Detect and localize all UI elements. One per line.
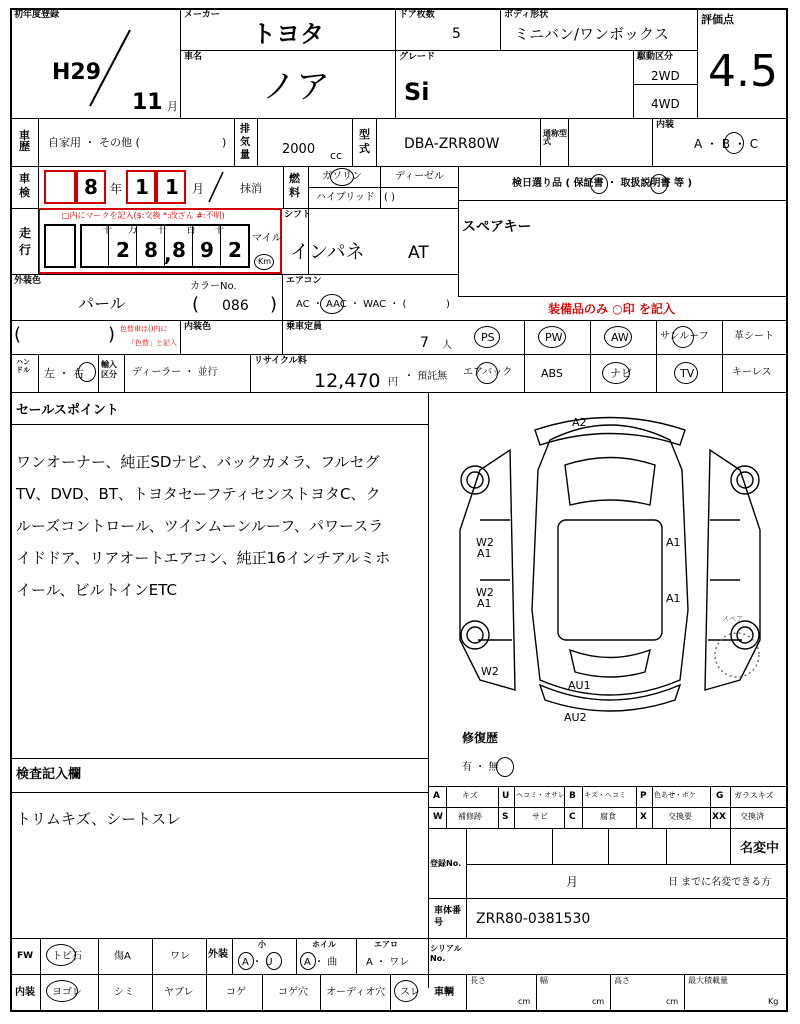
car-diagram xyxy=(440,410,780,730)
mark-au2: AU2 xyxy=(564,711,587,724)
equip-aw: AW xyxy=(611,331,629,344)
recycle-label: リサイクル料 xyxy=(254,356,307,366)
repaint-note-1: 色替車は()内に xyxy=(120,325,168,333)
serial-label: シリアルNo. xyxy=(430,944,462,964)
insp-month-2: 1 xyxy=(165,175,179,199)
recycle-value: 12,470 xyxy=(314,370,381,392)
color-value: パール xyxy=(78,294,126,313)
capacity-unit: 人 xyxy=(442,340,452,351)
insp-erased: 抹消 xyxy=(240,182,262,195)
repair-label: 修復歴 xyxy=(462,731,499,745)
car-name: ノア xyxy=(262,67,330,107)
mark-a1-1: A1 xyxy=(477,547,492,560)
docs-label: 検日選り品 ( 保証書 ・ 取扱説明書 等 ) xyxy=(512,178,693,189)
model-label: 型式 xyxy=(359,128,370,156)
insp-month-unit: 月 xyxy=(192,182,205,196)
inspection-label: 車検 xyxy=(19,172,30,199)
repair-none-circle xyxy=(496,757,514,777)
mark-au1: AU1 xyxy=(568,679,591,692)
mile-digit-5: 9 xyxy=(200,238,214,262)
int-stain: シミ xyxy=(114,987,134,998)
ac-end: ) xyxy=(446,299,450,310)
ac-label: エアコン xyxy=(286,276,322,286)
reg-month: 月 xyxy=(566,875,579,889)
mileage-label: 走行 xyxy=(19,226,32,257)
reg-year: H29 xyxy=(52,60,102,85)
interior-b-circle xyxy=(724,132,744,154)
interior-color-label: 内装色 xyxy=(184,322,212,332)
maker-label: メーカー xyxy=(184,10,220,20)
fuel-label: 燃料 xyxy=(289,172,300,199)
equip-tv: TV xyxy=(680,367,695,380)
first-reg-label: 初年度登録 xyxy=(14,10,60,20)
inspector-text: トリムキズ、シートスレ xyxy=(16,810,182,828)
model-code: DBA-ZRR80W xyxy=(404,136,500,152)
repaint-note-2: 「色替」と記入 xyxy=(128,339,177,347)
deposit: ・ 預託無 xyxy=(404,371,448,382)
fuel-diesel: ディーゼル xyxy=(395,171,444,182)
int-label: 内装 xyxy=(15,987,35,998)
handle-value: 左 ・ 右 xyxy=(44,367,84,380)
repair-value: 有 ・ 無 xyxy=(462,762,499,773)
length-label: 長さ xyxy=(470,976,486,985)
registration-label: 登録No. xyxy=(430,859,462,868)
handle-label: ハンドル xyxy=(16,358,30,375)
interior-label: 内装 xyxy=(656,120,675,130)
insp-year-unit: 年 xyxy=(110,182,123,196)
name-change: 名変中 xyxy=(740,841,780,856)
mile-comma: , xyxy=(164,242,172,266)
fw-scratch: 傷A xyxy=(114,951,131,962)
mark-w2-2: W2 xyxy=(476,586,494,599)
gasoline-circle xyxy=(330,168,354,186)
divider xyxy=(180,8,181,118)
mile-digit-6: 2 xyxy=(228,238,242,262)
mark-w2-1: W2 xyxy=(476,536,494,549)
import-label: 輸入区分 xyxy=(101,360,117,380)
common-model-label: 通称型式 xyxy=(543,129,567,146)
shift-type: AT xyxy=(408,243,429,263)
frame-label: 車輌 xyxy=(434,987,454,998)
fuel-hybrid-paren: ( ) xyxy=(384,192,395,203)
sales-points-text: ワンオーナー、純正SDナビ、バックカメラ、フルセグ TV、DVD、BT、トヨタセーフティセンストヨタC、ク ルーズコントロール、ツインムーンルーフ、パワースラ イドドア、リアオートエアコン、純正16インチアルミホ イール、ビルトインETC xyxy=(16,453,391,599)
fuel-gasoline: ガソリン xyxy=(322,171,362,182)
maker: トヨタ xyxy=(252,20,324,48)
month-unit: 月 xyxy=(167,100,178,113)
fw-label: FW xyxy=(17,951,34,961)
shift-label: シフト xyxy=(284,210,312,220)
notes-title: スペアキー xyxy=(462,219,532,235)
spare-label: スペア xyxy=(722,615,743,623)
drive-2wd: 2WD xyxy=(651,69,680,83)
int-burn-hole: コゲ穴 xyxy=(278,987,308,998)
capacity: 7 xyxy=(420,335,429,351)
fw-crack: ワレ xyxy=(170,951,190,962)
cc-unit: cc xyxy=(330,149,343,162)
insp-month-1: 1 xyxy=(135,175,149,199)
history-value-end: ) xyxy=(222,136,227,149)
mark-a2: A2 xyxy=(572,416,587,429)
int-dirt: ヨゴレ xyxy=(52,987,82,998)
fuel-hybrid: ハイブリッド xyxy=(316,192,375,203)
doors: 5 xyxy=(452,26,461,42)
aero-label: エアロ xyxy=(374,940,398,949)
width-label: 幅 xyxy=(540,976,548,985)
chassis-number: ZRR80-0381530 xyxy=(476,911,591,927)
doors-label: ドア枚数 xyxy=(399,10,435,20)
mileage-note: □内にマークを記入($:交換 *:改ざん #:不明) xyxy=(62,211,225,220)
grade-label: グレード xyxy=(399,52,436,62)
small-label: 小 xyxy=(258,940,266,949)
km-unit: Km xyxy=(258,257,272,266)
score-label: 評価点 xyxy=(701,13,734,26)
history-value: 自家用 ・ その他 ( xyxy=(48,136,140,149)
mile-digit-4: 8 xyxy=(172,238,186,262)
insp-era-box xyxy=(44,170,76,204)
int-tear: ヤブレ xyxy=(164,987,194,998)
aero-opts: A ・ ワレ xyxy=(366,957,410,968)
capacity-label: 乗車定員 xyxy=(286,322,323,332)
equip-abs: ABS xyxy=(541,367,563,380)
history-label: 車歴 xyxy=(19,129,30,153)
equip-ps: PS xyxy=(481,331,495,344)
int-burn: コゲ xyxy=(226,987,246,998)
reg-day-text: 日 までに名変できる方 xyxy=(668,877,772,888)
ext-label: 外装 xyxy=(208,949,228,960)
score: 4.5 xyxy=(708,46,778,97)
mark-a1-right-1: A1 xyxy=(666,536,681,549)
yen-unit: 円 xyxy=(388,377,398,388)
drive-label: 駆動区分 xyxy=(637,52,674,62)
interior-rating: A ・ B ・ C xyxy=(694,137,759,151)
fw-stone: トビ石 xyxy=(52,951,82,962)
insp-year: 8 xyxy=(84,175,98,199)
int-audio-hole: オーディオ穴 xyxy=(326,987,386,998)
reg-month: 11 xyxy=(132,90,163,115)
equip-airbag: エアバック xyxy=(463,367,513,378)
date-slash xyxy=(85,28,135,108)
equip-keyless: キーレス xyxy=(732,367,772,378)
equip-sunroof: サンルーフ xyxy=(660,331,709,342)
sales-points-title: セールスポイント xyxy=(16,403,119,418)
equip-navi: ナビ xyxy=(610,367,632,380)
height-label: 高さ xyxy=(614,976,630,985)
small-opts: A ・ U xyxy=(242,957,273,968)
inspector-title: 検査記入欄 xyxy=(16,767,82,782)
mark-a1-right-2: A1 xyxy=(666,592,681,605)
displacement-label: 排気量 xyxy=(240,124,250,161)
drive-4wd: 4WD xyxy=(651,97,680,111)
displacement: 2000 xyxy=(282,142,316,157)
chassis-label: 車体番号 xyxy=(434,906,462,928)
equip-title: 装備品のみ ○印 を記入 xyxy=(548,302,675,316)
equip-leather: 革シート xyxy=(734,331,774,342)
body-type: ミニバン/ワンボックス xyxy=(514,25,669,43)
color-label: 外装色 xyxy=(14,276,42,286)
max-load-label: 最大積載量 xyxy=(688,976,728,985)
import-value: ディーラー ・ 並行 xyxy=(132,367,218,378)
body-label: ボディ形状 xyxy=(504,10,549,20)
wheel-opts: A ・ 曲 xyxy=(304,957,338,968)
mile-digit-3: 8 xyxy=(144,238,158,262)
mark-w2-3: W2 xyxy=(481,665,499,678)
mile-unit: マイル xyxy=(252,233,282,244)
int-wear: スレ xyxy=(400,987,420,998)
equip-pw: PW xyxy=(545,331,563,344)
grade: Si xyxy=(404,78,430,106)
mark-a1-2: A1 xyxy=(477,597,492,610)
shift-value: インパネ xyxy=(290,241,365,263)
color-no: 086 xyxy=(222,298,249,314)
mileage-mark-box xyxy=(44,224,76,268)
ac-options: AC ・ AAC ・ WAC ・ ( xyxy=(296,299,407,310)
color-no-label: カラーNo. xyxy=(190,281,237,292)
car-name-label: 車名 xyxy=(184,52,203,62)
mile-digit-2: 2 xyxy=(116,238,130,262)
wheel-label: ホイル xyxy=(312,940,336,949)
